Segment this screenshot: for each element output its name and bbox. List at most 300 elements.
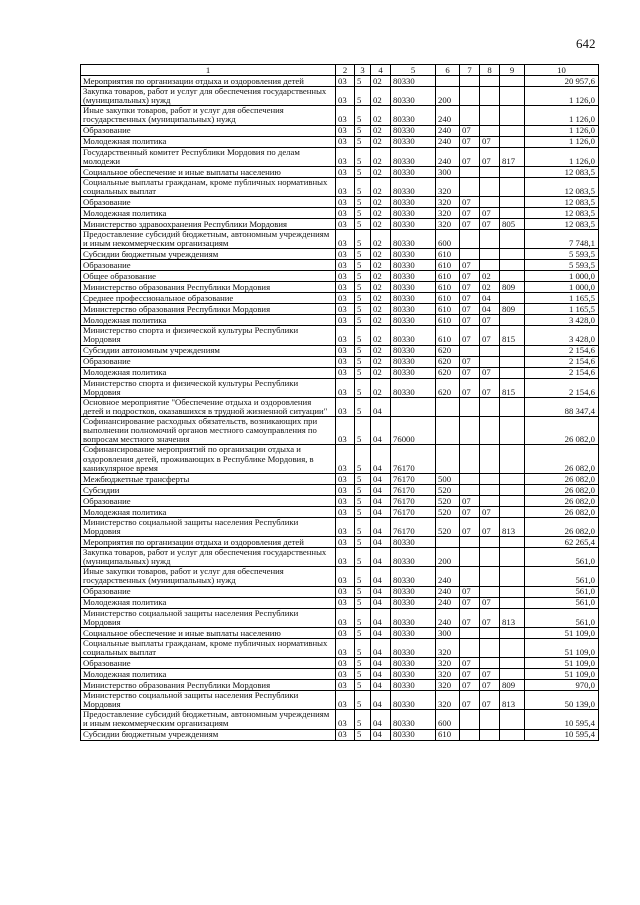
code-cell xyxy=(480,260,500,271)
code-cell xyxy=(500,76,525,87)
code-cell: 520 xyxy=(436,495,460,506)
table-row xyxy=(81,326,599,345)
code-cell: 5 xyxy=(355,608,371,627)
amount-cell: 561,0 xyxy=(525,586,599,597)
table-row xyxy=(81,219,599,230)
code-cell: 80330 xyxy=(391,608,436,627)
table-row xyxy=(81,208,599,219)
code-cell: 02 xyxy=(371,293,391,304)
code-cell: 620 xyxy=(436,356,460,367)
code-cell xyxy=(500,445,525,473)
code-cell: 240 xyxy=(436,567,460,586)
amount-cell: 7 748,1 xyxy=(525,230,599,249)
table-row xyxy=(81,378,599,397)
table-row xyxy=(81,627,599,638)
code-cell: 200 xyxy=(436,87,460,106)
code-cell xyxy=(500,417,525,445)
code-cell: 07 xyxy=(460,282,480,293)
table-row xyxy=(81,125,599,136)
code-cell: 04 xyxy=(371,680,391,691)
code-cell: 5 xyxy=(355,177,371,196)
row-name-cell: Министерство образования Республики Мордовия xyxy=(81,282,336,293)
code-cell: 07 xyxy=(460,208,480,219)
row-name-cell: Предоставление субсидий бюджетным, автономным учреждениям и иным некоммерческим организациям xyxy=(81,230,336,249)
code-cell: 03 xyxy=(336,484,355,495)
amount-cell: 12 083,5 xyxy=(525,197,599,208)
amount-cell: 26 082,0 xyxy=(525,445,599,473)
table-row xyxy=(81,638,599,657)
row-name-cell: Образование xyxy=(81,658,336,669)
code-cell: 04 xyxy=(371,691,391,710)
row-name-cell: Среднее профессиональное образование xyxy=(81,293,336,304)
amount-cell: 20 957,6 xyxy=(525,76,599,87)
amount-cell: 561,0 xyxy=(525,608,599,627)
code-cell: 600 xyxy=(436,230,460,249)
code-cell xyxy=(500,197,525,208)
code-cell: 03 xyxy=(336,729,355,740)
code-cell xyxy=(480,537,500,548)
code-cell: 03 xyxy=(336,326,355,345)
code-cell: 03 xyxy=(336,260,355,271)
code-cell: 76170 xyxy=(391,506,436,517)
row-name-cell: Министерство образования Республики Мордовия xyxy=(81,680,336,691)
code-cell: 07 xyxy=(480,506,500,517)
code-cell xyxy=(500,106,525,125)
code-cell xyxy=(480,567,500,586)
code-cell: 76170 xyxy=(391,473,436,484)
amount-cell: 1 126,0 xyxy=(525,136,599,147)
code-cell: 80330 xyxy=(391,356,436,367)
row-name-cell: Министерство спорта и физической культуры Республики Мордовия xyxy=(81,326,336,345)
row-name-cell: Мероприятия по организации отдыха и оздоровления детей xyxy=(81,537,336,548)
code-cell: 02 xyxy=(371,271,391,282)
code-cell: 610 xyxy=(436,315,460,326)
amount-cell: 970,0 xyxy=(525,680,599,691)
row-name-cell: Образование xyxy=(81,495,336,506)
code-cell xyxy=(480,76,500,87)
code-cell: 813 xyxy=(500,608,525,627)
amount-cell: 2 154,6 xyxy=(525,345,599,356)
code-cell xyxy=(436,417,460,445)
code-cell: 03 xyxy=(336,136,355,147)
code-cell: 320 xyxy=(436,638,460,657)
code-cell xyxy=(480,230,500,249)
code-cell xyxy=(480,729,500,740)
code-cell xyxy=(480,586,500,597)
code-cell: 5 xyxy=(355,669,371,680)
amount-cell: 62 265,4 xyxy=(525,537,599,548)
code-cell: 80330 xyxy=(391,147,436,166)
row-name-cell: Субсидии бюджетным учреждениям xyxy=(81,729,336,740)
code-cell xyxy=(480,627,500,638)
code-cell: 600 xyxy=(436,710,460,729)
code-cell: 5 xyxy=(355,691,371,710)
code-cell: 5 xyxy=(355,586,371,597)
code-cell xyxy=(500,473,525,484)
code-cell: 520 xyxy=(436,484,460,495)
table-row xyxy=(81,282,599,293)
code-cell: 02 xyxy=(371,345,391,356)
code-cell xyxy=(480,356,500,367)
code-cell xyxy=(460,548,480,567)
code-cell: 5 xyxy=(355,208,371,219)
code-cell: 02 xyxy=(371,304,391,315)
code-cell: 07 xyxy=(460,378,480,397)
amount-cell: 561,0 xyxy=(525,548,599,567)
code-cell: 02 xyxy=(371,197,391,208)
amount-cell: 26 082,0 xyxy=(525,506,599,517)
code-cell xyxy=(500,177,525,196)
row-name-cell: Министерство социальной защиты населения Республики Мордовия xyxy=(81,517,336,536)
code-cell xyxy=(480,658,500,669)
code-cell: 5 xyxy=(355,147,371,166)
code-cell: 04 xyxy=(371,495,391,506)
code-cell xyxy=(460,76,480,87)
code-cell: 03 xyxy=(336,166,355,177)
code-cell xyxy=(460,710,480,729)
code-cell xyxy=(436,537,460,548)
table-row xyxy=(81,315,599,326)
amount-cell: 51 109,0 xyxy=(525,658,599,669)
code-cell: 80330 xyxy=(391,680,436,691)
amount-cell: 1 126,0 xyxy=(525,106,599,125)
row-name-cell: Предоставление субсидий бюджетным, автономным учреждениям и иным некоммерческим организациям xyxy=(81,710,336,729)
code-cell: 5 xyxy=(355,417,371,445)
amount-cell: 1 165,5 xyxy=(525,304,599,315)
code-cell: 5 xyxy=(355,271,371,282)
code-cell: 76170 xyxy=(391,517,436,536)
row-name-cell: Социальные выплаты гражданам, кроме публичных нормативных социальных выплат xyxy=(81,177,336,196)
code-cell: 03 xyxy=(336,76,355,87)
code-cell xyxy=(460,567,480,586)
code-cell: 320 xyxy=(436,208,460,219)
code-cell: 02 xyxy=(371,315,391,326)
code-cell: 02 xyxy=(371,177,391,196)
code-cell: 76000 xyxy=(391,417,436,445)
table-row xyxy=(81,345,599,356)
code-cell: 80330 xyxy=(391,586,436,597)
code-cell: 02 xyxy=(371,106,391,125)
table-row xyxy=(81,537,599,548)
code-cell xyxy=(500,397,525,416)
code-cell: 5 xyxy=(355,230,371,249)
code-cell: 620 xyxy=(436,367,460,378)
row-name-cell: Министерство спорта и физической культуры Республики Мордовия xyxy=(81,378,336,397)
row-name-cell: Закупка товаров, работ и услуг для обеспечения государственных (муниципальных) нужд xyxy=(81,87,336,106)
code-cell xyxy=(436,445,460,473)
code-cell: 76170 xyxy=(391,495,436,506)
code-cell: 04 xyxy=(371,567,391,586)
code-cell: 5 xyxy=(355,658,371,669)
code-cell: 200 xyxy=(436,548,460,567)
row-name-cell: Образование xyxy=(81,260,336,271)
code-cell: 5 xyxy=(355,106,371,125)
code-cell: 07 xyxy=(480,208,500,219)
table-row xyxy=(81,367,599,378)
code-cell: 610 xyxy=(436,260,460,271)
code-cell: 04 xyxy=(371,597,391,608)
column-header: 3 xyxy=(355,65,371,76)
column-header: 1 xyxy=(81,65,336,76)
amount-cell: 12 083,5 xyxy=(525,166,599,177)
code-cell xyxy=(500,345,525,356)
code-cell: 02 xyxy=(371,147,391,166)
code-cell: 80330 xyxy=(391,567,436,586)
code-cell: 03 xyxy=(336,417,355,445)
code-cell: 500 xyxy=(436,473,460,484)
code-cell: 80330 xyxy=(391,658,436,669)
code-cell: 02 xyxy=(480,271,500,282)
table-row xyxy=(81,260,599,271)
code-cell: 04 xyxy=(371,506,391,517)
row-name-cell: Социальное обеспечение и иные выплаты населению xyxy=(81,166,336,177)
code-cell: 03 xyxy=(336,473,355,484)
code-cell: 07 xyxy=(480,315,500,326)
code-cell: 07 xyxy=(460,260,480,271)
code-cell: 809 xyxy=(500,282,525,293)
code-cell xyxy=(500,669,525,680)
amount-cell: 88 347,4 xyxy=(525,397,599,416)
code-cell xyxy=(480,638,500,657)
code-cell: 817 xyxy=(500,147,525,166)
code-cell: 80330 xyxy=(391,367,436,378)
amount-cell: 1 000,0 xyxy=(525,282,599,293)
code-cell: 5 xyxy=(355,219,371,230)
code-cell: 04 xyxy=(480,293,500,304)
code-cell: 03 xyxy=(336,304,355,315)
code-cell: 07 xyxy=(480,691,500,710)
code-cell xyxy=(480,445,500,473)
code-cell: 07 xyxy=(460,608,480,627)
row-name-cell: Социальное обеспечение и иные выплаты населению xyxy=(81,627,336,638)
code-cell: 03 xyxy=(336,230,355,249)
code-cell: 07 xyxy=(460,271,480,282)
code-cell xyxy=(460,627,480,638)
row-name-cell: Министерство социальной защиты населения Республики Мордовия xyxy=(81,691,336,710)
table-row xyxy=(81,729,599,740)
row-name-cell: Молодежная политика xyxy=(81,136,336,147)
code-cell xyxy=(500,597,525,608)
code-cell xyxy=(500,208,525,219)
code-cell: 813 xyxy=(500,517,525,536)
amount-cell: 12 083,5 xyxy=(525,177,599,196)
code-cell: 07 xyxy=(480,326,500,345)
code-cell: 5 xyxy=(355,125,371,136)
code-cell: 610 xyxy=(436,293,460,304)
code-cell: 03 xyxy=(336,658,355,669)
code-cell: 80330 xyxy=(391,293,436,304)
code-cell: 80330 xyxy=(391,230,436,249)
table-row xyxy=(81,473,599,484)
code-cell: 04 xyxy=(371,658,391,669)
code-cell: 02 xyxy=(371,260,391,271)
table-row xyxy=(81,608,599,627)
code-cell: 80330 xyxy=(391,106,436,125)
code-cell: 5 xyxy=(355,680,371,691)
code-cell: 03 xyxy=(336,627,355,638)
amount-cell: 26 082,0 xyxy=(525,517,599,536)
code-cell: 02 xyxy=(371,166,391,177)
code-cell: 07 xyxy=(460,304,480,315)
code-cell: 320 xyxy=(436,177,460,196)
code-cell: 07 xyxy=(460,197,480,208)
code-cell: 80330 xyxy=(391,729,436,740)
code-cell: 02 xyxy=(371,367,391,378)
code-cell: 02 xyxy=(371,230,391,249)
table-row xyxy=(81,567,599,586)
code-cell: 04 xyxy=(371,484,391,495)
column-header: 5 xyxy=(391,65,436,76)
code-cell: 5 xyxy=(355,260,371,271)
code-cell: 5 xyxy=(355,627,371,638)
code-cell: 240 xyxy=(436,106,460,125)
code-cell: 240 xyxy=(436,147,460,166)
table-body xyxy=(81,76,599,741)
table-row xyxy=(81,87,599,106)
code-cell: 03 xyxy=(336,177,355,196)
code-cell xyxy=(500,729,525,740)
code-cell: 03 xyxy=(336,597,355,608)
code-cell: 02 xyxy=(371,76,391,87)
code-cell: 610 xyxy=(436,282,460,293)
row-name-cell: Закупка товаров, работ и услуг для обеспечения государственных (муниципальных) нужд xyxy=(81,548,336,567)
code-cell: 02 xyxy=(371,87,391,106)
row-name-cell: Министерство образования Республики Мордовия xyxy=(81,304,336,315)
code-cell: 620 xyxy=(436,378,460,397)
amount-cell: 10 595,4 xyxy=(525,710,599,729)
code-cell: 07 xyxy=(460,586,480,597)
code-cell: 5 xyxy=(355,367,371,378)
amount-cell: 561,0 xyxy=(525,567,599,586)
code-cell: 610 xyxy=(436,271,460,282)
row-name-cell: Министерство здравоохранения Республики Мордовия xyxy=(81,219,336,230)
code-cell: 80330 xyxy=(391,326,436,345)
code-cell: 02 xyxy=(371,356,391,367)
code-cell: 5 xyxy=(355,729,371,740)
code-cell xyxy=(500,548,525,567)
amount-cell: 12 083,5 xyxy=(525,219,599,230)
code-cell: 80330 xyxy=(391,260,436,271)
amount-cell: 1 000,0 xyxy=(525,271,599,282)
code-cell: 5 xyxy=(355,249,371,260)
amount-cell: 26 082,0 xyxy=(525,495,599,506)
code-cell xyxy=(500,315,525,326)
code-cell: 02 xyxy=(371,326,391,345)
code-cell: 520 xyxy=(436,506,460,517)
code-cell: 5 xyxy=(355,537,371,548)
code-cell: 03 xyxy=(336,147,355,166)
table-row xyxy=(81,106,599,125)
row-name-cell: Иные закупки товаров, работ и услуг для обеспечения государственных (муниципальных) нужд xyxy=(81,106,336,125)
code-cell: 5 xyxy=(355,315,371,326)
code-cell: 76170 xyxy=(391,445,436,473)
code-cell: 03 xyxy=(336,356,355,367)
code-cell xyxy=(480,106,500,125)
code-cell: 04 xyxy=(371,473,391,484)
table-row xyxy=(81,166,599,177)
amount-cell: 2 154,6 xyxy=(525,367,599,378)
code-cell: 5 xyxy=(355,378,371,397)
code-cell: 610 xyxy=(436,249,460,260)
amount-cell: 5 593,5 xyxy=(525,249,599,260)
code-cell: 5 xyxy=(355,506,371,517)
code-cell: 320 xyxy=(436,669,460,680)
code-cell xyxy=(460,249,480,260)
amount-cell: 1 126,0 xyxy=(525,87,599,106)
row-name-cell: Молодежная политика xyxy=(81,597,336,608)
code-cell xyxy=(500,249,525,260)
code-cell: 07 xyxy=(460,219,480,230)
code-cell: 07 xyxy=(460,691,480,710)
amount-cell: 51 109,0 xyxy=(525,669,599,680)
code-cell: 07 xyxy=(460,506,480,517)
code-cell xyxy=(500,87,525,106)
code-cell: 805 xyxy=(500,219,525,230)
code-cell: 07 xyxy=(480,367,500,378)
code-cell xyxy=(500,586,525,597)
code-cell: 620 xyxy=(436,345,460,356)
table-header-row xyxy=(81,65,599,76)
column-header: 9 xyxy=(500,65,525,76)
amount-cell: 1 126,0 xyxy=(525,147,599,166)
table-row xyxy=(81,495,599,506)
code-cell: 02 xyxy=(371,136,391,147)
table-row xyxy=(81,597,599,608)
code-cell: 80330 xyxy=(391,166,436,177)
code-cell: 80330 xyxy=(391,710,436,729)
code-cell xyxy=(480,249,500,260)
code-cell: 07 xyxy=(460,326,480,345)
code-cell: 03 xyxy=(336,506,355,517)
code-cell: 07 xyxy=(460,517,480,536)
code-cell: 80330 xyxy=(391,315,436,326)
code-cell: 815 xyxy=(500,326,525,345)
row-name-cell: Молодежная политика xyxy=(81,367,336,378)
code-cell xyxy=(436,397,460,416)
code-cell: 03 xyxy=(336,669,355,680)
code-cell xyxy=(500,293,525,304)
code-cell: 07 xyxy=(480,669,500,680)
page-number: 642 xyxy=(576,36,596,51)
code-cell: 5 xyxy=(355,445,371,473)
code-cell: 5 xyxy=(355,293,371,304)
code-cell: 300 xyxy=(436,166,460,177)
table-row xyxy=(81,147,599,166)
code-cell: 320 xyxy=(436,680,460,691)
code-cell: 80330 xyxy=(391,691,436,710)
code-cell: 5 xyxy=(355,356,371,367)
code-cell: 80330 xyxy=(391,177,436,196)
code-cell: 76170 xyxy=(391,484,436,495)
code-cell: 80330 xyxy=(391,219,436,230)
code-cell: 03 xyxy=(336,638,355,657)
code-cell: 04 xyxy=(371,710,391,729)
code-cell xyxy=(500,710,525,729)
code-cell: 80330 xyxy=(391,548,436,567)
table-row xyxy=(81,517,599,536)
row-name-cell: Мероприятия по организации отдыха и оздоровления детей xyxy=(81,76,336,87)
table-row xyxy=(81,586,599,597)
code-cell: 07 xyxy=(480,378,500,397)
code-cell: 5 xyxy=(355,597,371,608)
code-cell: 07 xyxy=(460,495,480,506)
table-row xyxy=(81,293,599,304)
code-cell: 80330 xyxy=(391,597,436,608)
row-name-cell: Молодежная политика xyxy=(81,669,336,680)
row-name-cell: Министерство социальной защиты населения Республики Мордовия xyxy=(81,608,336,627)
code-cell xyxy=(460,445,480,473)
code-cell: 07 xyxy=(480,147,500,166)
